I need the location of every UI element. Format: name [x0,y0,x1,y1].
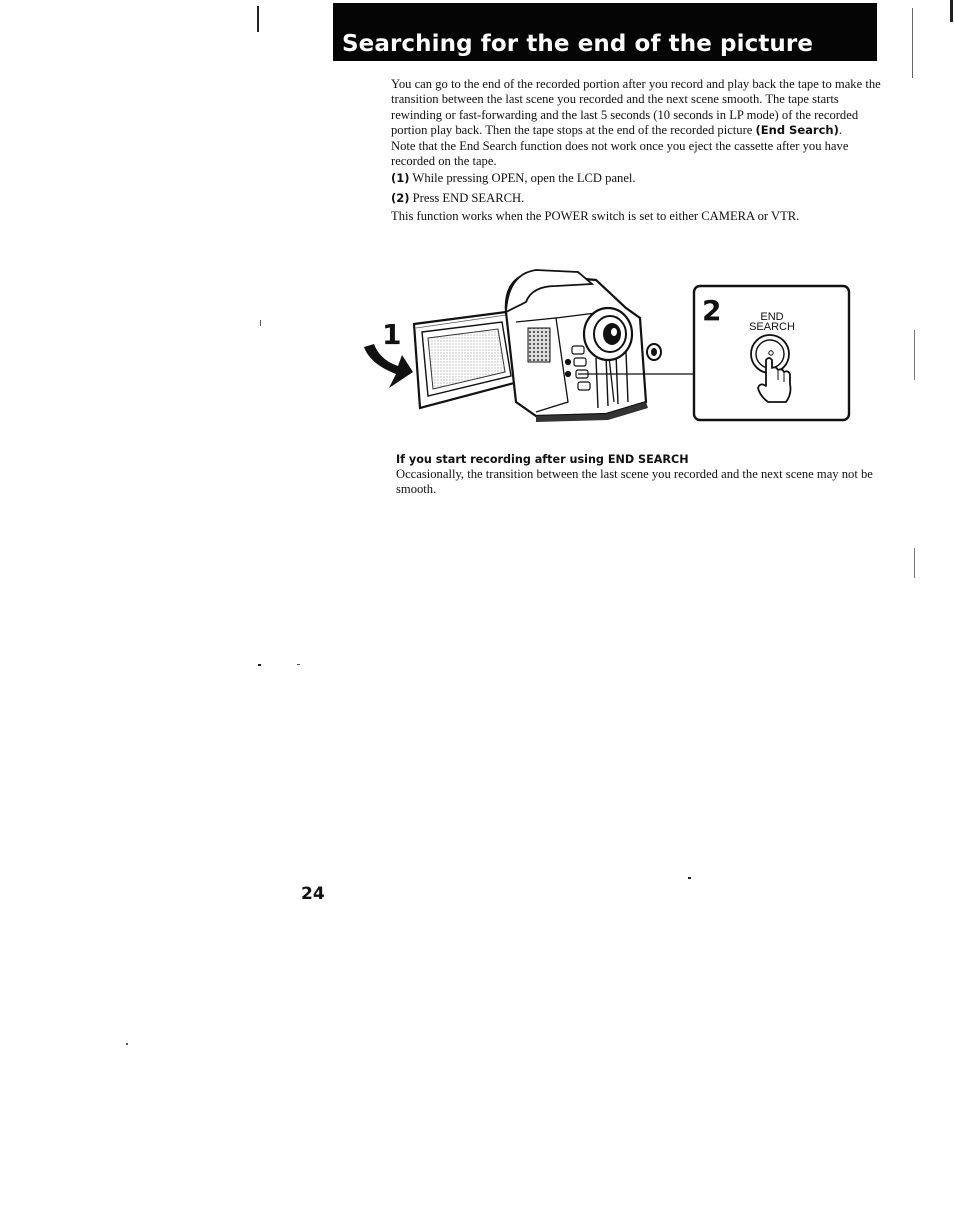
function-name: (End Search) [755,123,839,138]
intro-text-end: . [838,123,842,138]
intro-note: Note that the End Search function does not work once you eject the cassette after you have recorded on the tape. [391,138,849,169]
intro-text: You can go to the end of the recorded portion after you record and play back the tape to make the transition between the last scene you recorded and the next scene smooth. The tape starts rewinding or fast-forwarding and the last 5 seconds (10 seconds in LP mode) of the recorded portion play back. Then the tape stops at the end of the recorded picture [391,77,881,138]
step-1-label: 1 [382,318,402,351]
step-2-text: Press END SEARCH. [409,190,525,205]
scan-mark [950,0,953,22]
intro-paragraph [391,77,883,139]
power-note: This function works when the POWER switch is set to either CAMERA or VTR. [391,209,800,224]
scan-mark [257,6,259,32]
scan-mark [912,8,913,78]
scan-mark [126,1043,128,1045]
intro-section [391,77,883,225]
camcorder-illustration [356,262,856,427]
camcorder-body [506,270,661,422]
button-label-end: END [760,311,784,323]
subsection-text: Occasionally, the transition between the last scene you recorded and the next scene may not be smooth. [396,467,873,497]
scan-mark [914,548,915,578]
scan-mark [258,664,261,666]
step-2-number: (2) [391,190,410,205]
title-bar [333,3,877,61]
button-label-search: SEARCH [749,321,795,333]
step-1-text: While pressing OPEN, open the LCD panel. [409,171,636,186]
step-2-label: 2 [702,294,722,327]
scan-mark [914,330,915,380]
page-title: Searching for the end of the picture [342,31,814,57]
scan-mark [297,664,300,665]
step-2 [391,191,883,206]
step-1-number: (1) [391,171,410,186]
subsection-heading: If you start recording after using END SEARCH [396,453,689,466]
scan-mark [688,877,691,879]
lcd-panel [414,312,518,408]
page-number: 24 [301,884,325,904]
end-search-callout [694,286,849,420]
scan-mark [260,320,261,326]
step-1 [391,171,883,186]
